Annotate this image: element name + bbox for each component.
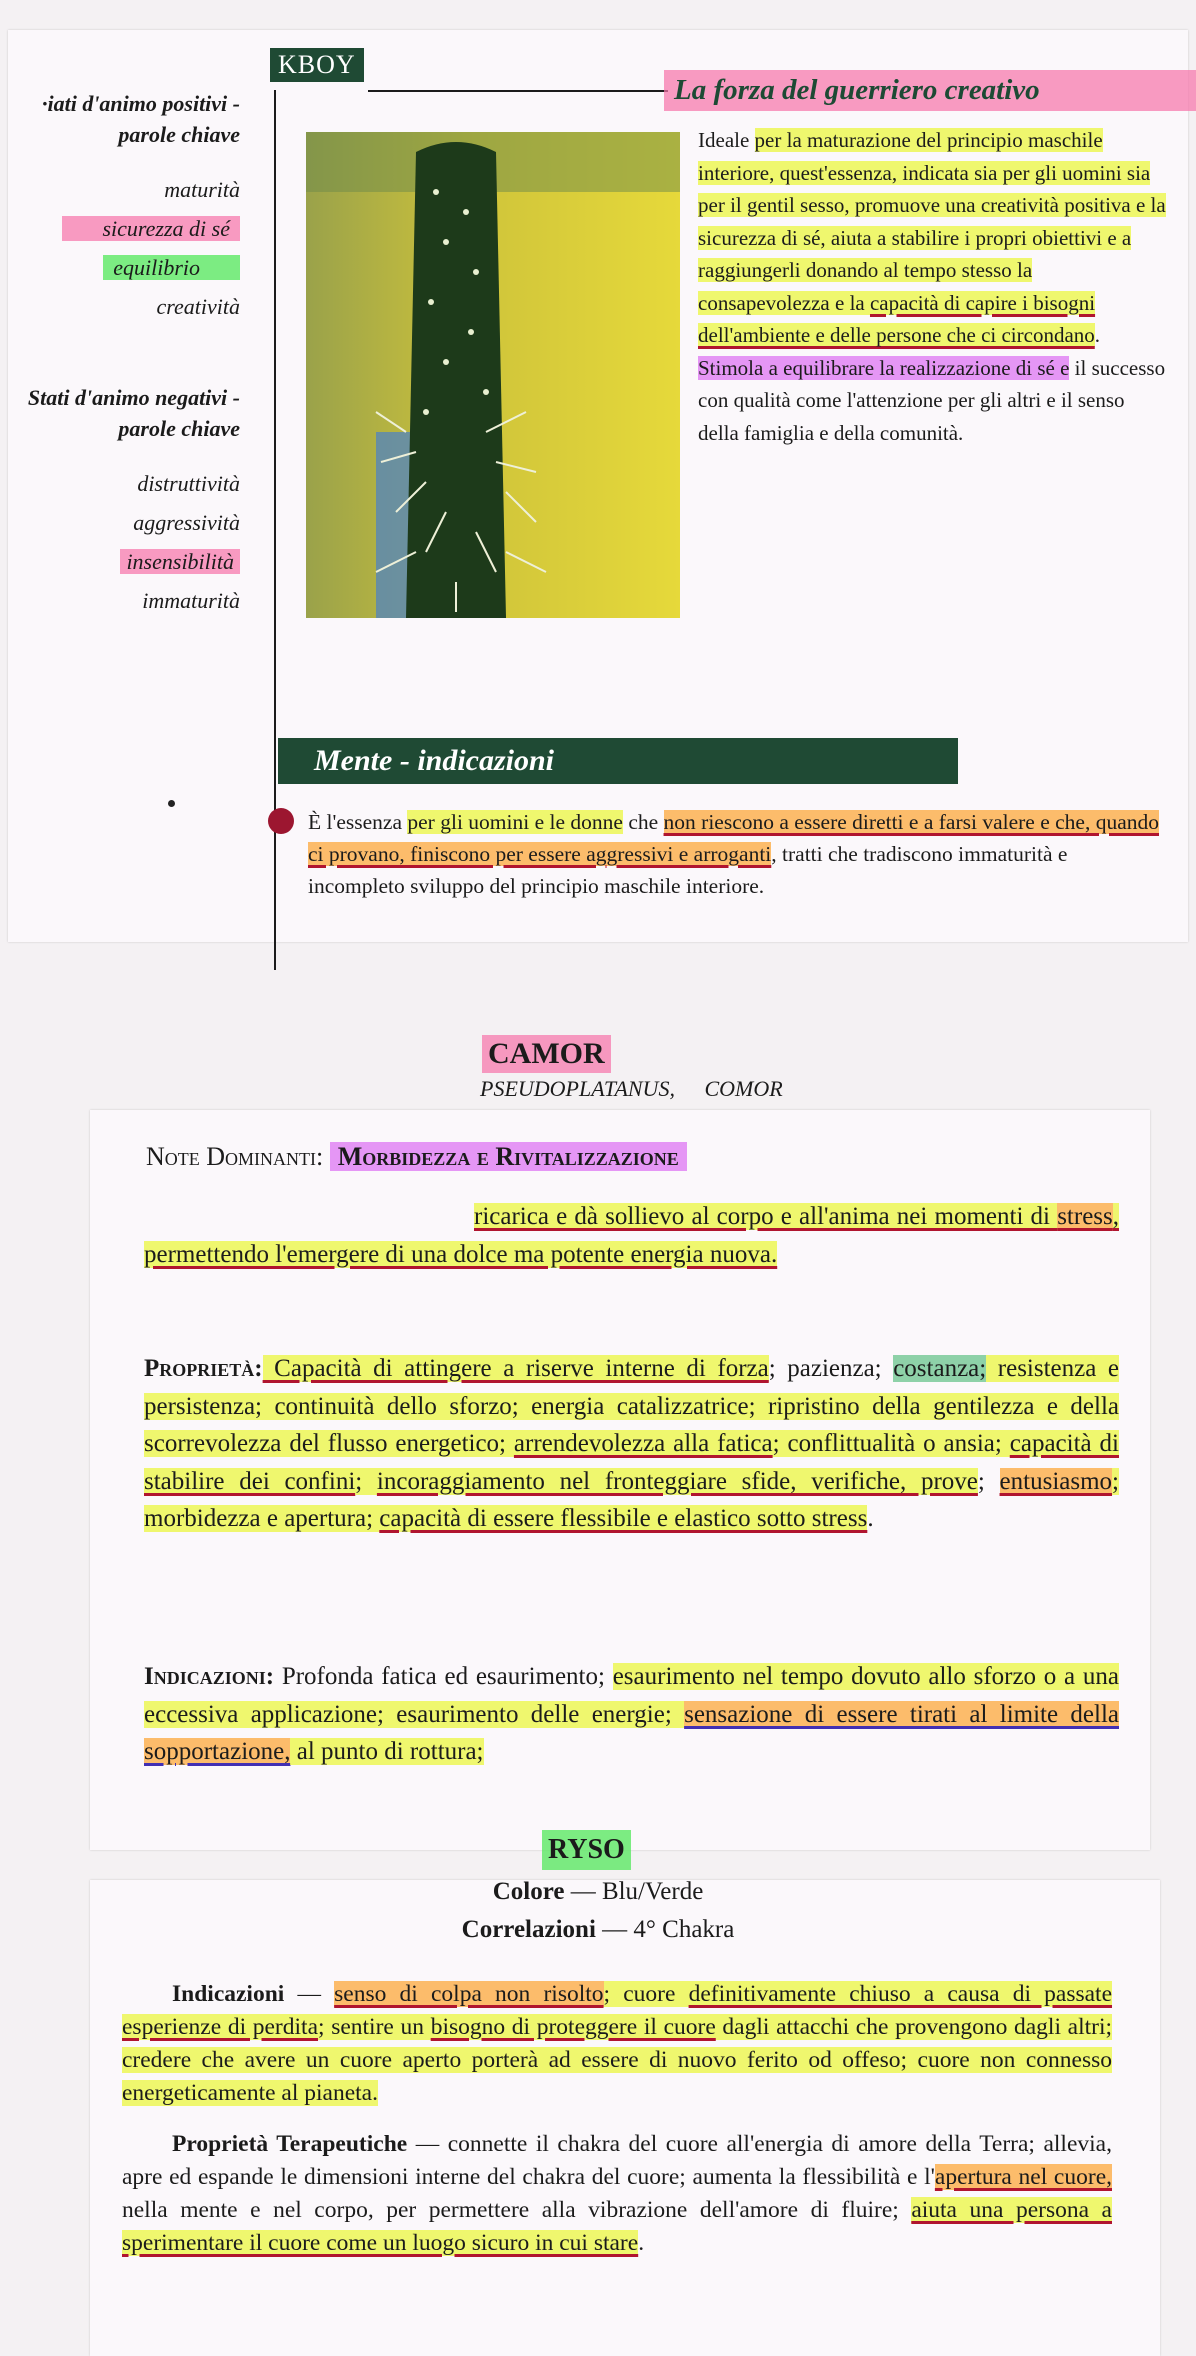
flower-photo (306, 132, 680, 618)
ryso-indicazioni (122, 1978, 1112, 2110)
text-span: aiuta una persona a sperimentare il cuore come un luogo sicuro in cui stare (122, 2197, 1112, 2256)
subtitle-part: PSEUDOPLATANUS, (480, 1076, 675, 1101)
text-span: non riescono a essere diretti e a farsi valere e che, quando ci provano, finiscono per essere aggressivi e arroganti (308, 810, 1159, 866)
text-span: incoraggiamento nel fronteggiare sfide, verifiche, prove (376, 1467, 978, 1495)
positive-keyword: sicurezza di sé (62, 216, 240, 241)
field-label: Colore (492, 1878, 565, 1905)
text-span: Profonda fatica ed esaurimento; (274, 1663, 613, 1690)
text-span: Stimola a equilibrare la realizzazione di sé e (698, 355, 1070, 380)
mente-text (308, 806, 1168, 902)
negative-heading: Stati d'animo negativi - parole chiave (27, 385, 240, 441)
text-span: , permettendo l'emergere di una dolce ma potente energia nuova. (144, 1203, 1119, 1268)
negative-keyword: insensibilità (120, 549, 240, 574)
remedy-title-camor: CAMOR (482, 1035, 611, 1073)
text-span: entusiasmo (999, 1467, 1113, 1495)
text-span: capacità di stabilire dei confini (144, 1430, 1119, 1495)
text-span: È l'essenza (308, 810, 408, 834)
text-span: capacità di capire i bisogni dell'ambiente e delle persone che ci circondano (698, 290, 1096, 347)
text-span: Ideale (698, 128, 755, 152)
camor-indicazioni (144, 1658, 1119, 1771)
ryso-colore (0, 1878, 1196, 1906)
section-label: Proprietà: (144, 1355, 263, 1382)
text-span: . (638, 2230, 645, 2256)
text-span: arrendevolezza alla fatica (513, 1430, 773, 1457)
text-span: ; (355, 1467, 377, 1495)
positive-keyword: creatività (156, 294, 240, 319)
subtitle-part: COMOR (704, 1076, 783, 1101)
ryso-correlazioni (0, 1916, 1196, 1944)
section-label: Proprietà Terapeutiche (172, 2131, 408, 2157)
section-label: Indicazioni (172, 1981, 285, 2007)
text-span: resistenza e persistenza; continuità dello sforzo; energia catalizzatrice; ripristino della gentilezza e della scorrevolezza del flusso energetico; (144, 1355, 1119, 1457)
camor-subtitle (480, 1076, 783, 1102)
text-span: ; pazienza; (768, 1355, 894, 1382)
text-span: ; (977, 1467, 1000, 1495)
text-span: . (1094, 323, 1101, 347)
text-span: — (284, 1981, 335, 2007)
text-span: bisogno di proteggere il cuore (430, 2014, 716, 2040)
text-span: ricarica e dà sollievo al corpo e all'anima nei momenti di (474, 1203, 1058, 1230)
note-label: Note Dominanti: (146, 1142, 324, 1171)
text-span: ; morbidezza e apertura; (144, 1467, 1119, 1532)
text-span: che (622, 810, 664, 834)
negative-keyword: distruttività (137, 471, 240, 496)
text-span: sensazione di essere tirati al limite della sopportazione, (144, 1700, 1119, 1765)
positive-keyword: maturità (164, 177, 240, 202)
text-span: stress (1057, 1203, 1113, 1230)
text-span: il successo con qualità come l'attenzione per gli altri e il senso della famiglia e della comunità. (698, 355, 1166, 445)
text-span: ; conflittualità o ansia; (772, 1430, 1010, 1457)
positive-heading: ·iati d'animo positivi - parole chiave (41, 91, 240, 147)
text-span: apertura nel cuore, (934, 2164, 1112, 2190)
mente-heading: Mente - indicazioni (278, 738, 958, 784)
ink-dot (168, 800, 175, 807)
text-span: al punto di rottura; (290, 1738, 484, 1765)
separator: — (564, 1878, 602, 1905)
separator: — (595, 1916, 634, 1943)
field-value: 4° Chakra (633, 1916, 735, 1943)
field-label: Correlazioni (461, 1916, 596, 1943)
remedy-label-kboy: KBOY (270, 48, 364, 82)
negative-keyword: immaturità (142, 588, 240, 613)
section-label: Indicazioni: (144, 1663, 275, 1690)
ryso-proprieta (122, 2128, 1112, 2260)
text-span: per gli uomini e le donne (407, 810, 623, 834)
header-rule (368, 90, 668, 92)
bullet-icon (268, 808, 294, 834)
keywords-column (8, 88, 240, 624)
text-span: senso di colpa non risolto (334, 1981, 604, 2007)
kboy-page (8, 30, 1188, 942)
camor-proprieta (144, 1350, 1119, 1538)
note-value: Morbidezza e Rivitalizzazione (330, 1142, 687, 1171)
kboy-description (698, 124, 1168, 449)
section-title: La forza del guerriero creativo (664, 70, 1196, 111)
positive-keyword: equilibrio (103, 255, 240, 280)
camor-intro (144, 1198, 1119, 1273)
note-dominanti (146, 1142, 687, 1172)
text-span: Capacità di attingere a riserve interne di forza (262, 1355, 769, 1382)
field-value: Blu/Verde (601, 1878, 704, 1905)
column-divider (274, 90, 276, 970)
text-span: ; cuore (603, 1981, 689, 2007)
text-span: capacità di essere flessibile e elastico sotto stress (379, 1505, 868, 1532)
text-span: . (867, 1505, 874, 1532)
text-span: , tratti che tradiscono immaturità e incompleto sviluppo del principio maschile interiore. (308, 842, 1068, 898)
text-span: — connette il chakra del cuore all'energia di amore della Terra; allevia, apre ed espande le dimensioni interne del chakra del cuore; aumenta la flessibilità e l' (122, 2131, 1112, 2190)
text-span: nella mente e nel corpo, per permettere alla vibrazione dell'amore di fluire; (122, 2197, 912, 2223)
text-span: dagli attacchi che provengono dagli altri; credere che avere un cuore aperto porterà ad essere di nuovo ferito od offeso; cuore non connesso energeticamente al pianeta. (122, 2014, 1113, 2106)
ryso-page (90, 1880, 1160, 2356)
text-span: definitivamente chiuso a causa di passate esperienze di perdita (122, 1981, 1113, 2040)
remedy-title-ryso: RYSO (542, 1830, 631, 1870)
text-span: esaurimento nel tempo dovuto allo sforzo o a una eccessiva applicazione; esaurimento delle energie; (144, 1663, 1119, 1728)
text-span: costanza; (893, 1355, 987, 1382)
text-span: ; sentire un (318, 2014, 431, 2040)
text-span: per la maturazione del principio maschile interiore, quest'essenza, indicata sia per gli uomini sia per il gentil sesso, promuove una creatività positiva e la sicurezza di sé, aiuta a stabilire i propri obiettivi e a raggiungerli donando al tempo stesso la consapevolezza e la (698, 128, 1166, 315)
negative-keyword: aggressività (133, 510, 240, 535)
